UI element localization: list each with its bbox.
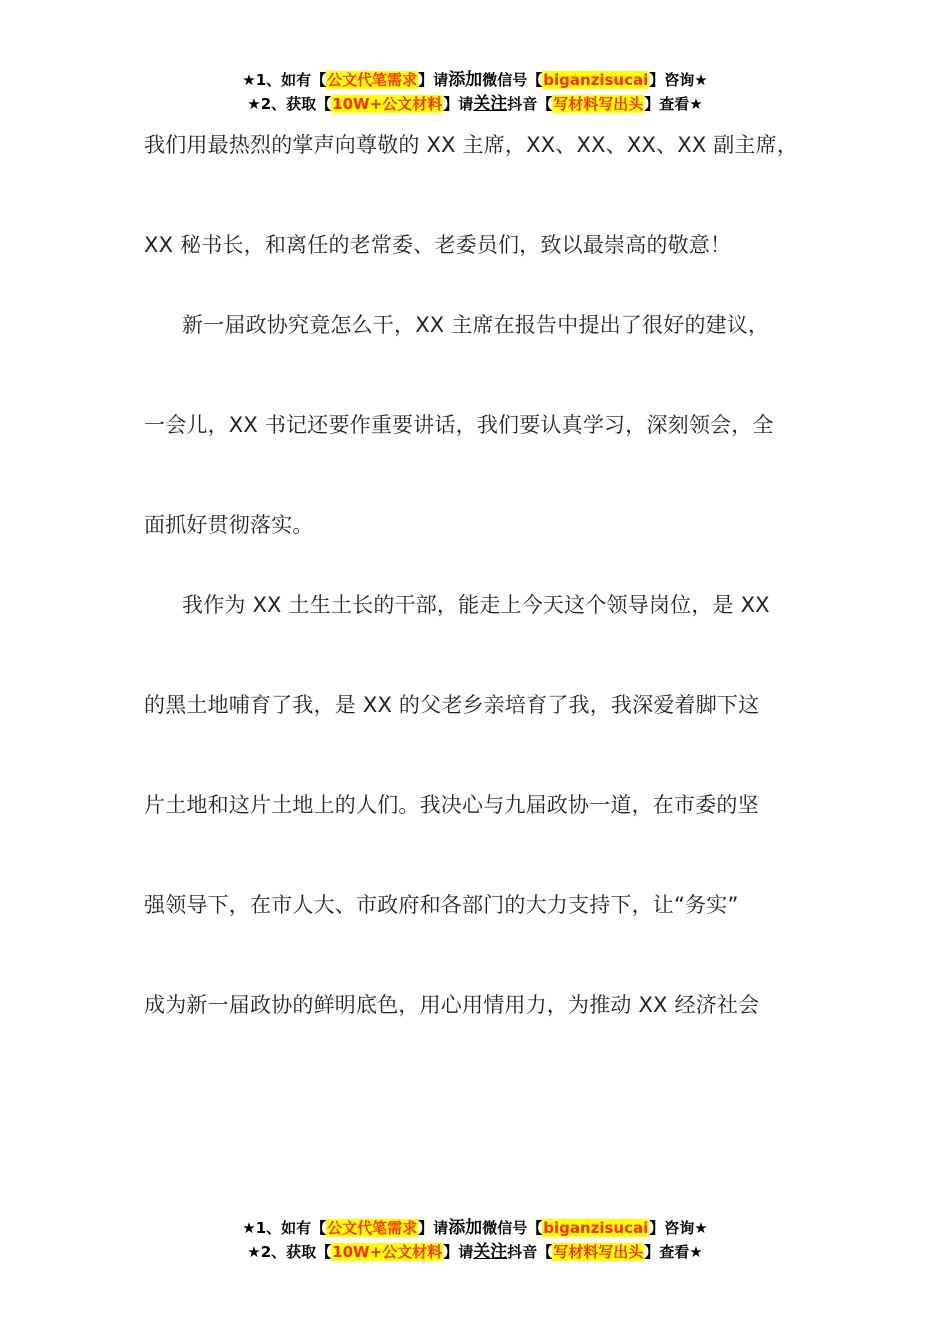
promo-text: 】请 — [418, 1219, 449, 1237]
document-body — [144, 124, 814, 1084]
promo-text: 】咨询★ — [649, 1219, 708, 1237]
promo-text: ★1、如有【 — [242, 1219, 327, 1237]
promo-text: ★2、获取【 — [247, 1243, 332, 1261]
promo-highlight: 10W+公文材料 — [332, 1243, 443, 1261]
promo-emphasis: 添加 — [448, 70, 483, 90]
promo-text: 】查看★ — [644, 1243, 703, 1261]
promo-highlight: 公文代笔需求 — [327, 1219, 418, 1237]
text-line: 的黑土地哺育了我，是 XX 的父老乡亲培育了我，我深爱着脚下这 — [144, 693, 760, 717]
promo-line-2 — [0, 1240, 950, 1264]
text-line: XX 秘书长，和离任的老常委、老委员们，致以最崇高的敬意！ — [144, 233, 732, 257]
text-line: 一会儿，XX 书记还要作重要讲话，我们要认真学习，深刻领会，全 — [144, 413, 774, 437]
promo-text: ★1、如有【 — [242, 71, 327, 89]
header-promo — [0, 68, 950, 116]
paragraph-start-line: 新一届政协究竟怎么干，XX 主席在报告中提出了很好的建议， — [182, 313, 770, 337]
promo-douyin-id: 写材料写出头 — [553, 1243, 644, 1261]
promo-text: 抖音【 — [507, 95, 553, 113]
promo-text: 】请 — [418, 71, 449, 89]
promo-line-1 — [0, 68, 950, 92]
promo-wechat-id: biganzisucai — [543, 71, 649, 89]
promo-highlight: 公文代笔需求 — [327, 71, 418, 89]
text-line: 强领导下，在市人大、市政府和各部门的大力支持下，让“务实” — [144, 893, 739, 917]
text-line: 片土地和这片土地上的人们。我决心与九届政协一道，在市委的坚 — [144, 793, 759, 817]
promo-text: 】请 — [443, 1243, 474, 1261]
promo-line-2 — [0, 92, 950, 116]
promo-wechat-id: biganzisucai — [543, 1219, 649, 1237]
promo-emphasis: 关注 — [473, 1242, 508, 1262]
text-line: 我们用最热烈的掌声向尊敬的 XX 主席，XX、XX、XX、XX 副主席， — [144, 133, 799, 157]
text-line: 成为新一届政协的鲜明底色，用心用情用力，为推动 XX 经济社会 — [144, 993, 760, 1017]
promo-text: 微信号【 — [482, 71, 543, 89]
promo-emphasis: 添加 — [448, 1218, 483, 1238]
promo-text: ★2、获取【 — [247, 95, 332, 113]
promo-emphasis: 关注 — [473, 94, 508, 114]
promo-text: 】咨询★ — [649, 71, 708, 89]
text-line: 面抓好贯彻落实。 — [144, 513, 314, 537]
promo-text: 】请 — [443, 95, 474, 113]
promo-text: 】查看★ — [644, 95, 703, 113]
promo-douyin-id: 写材料写出头 — [553, 95, 644, 113]
promo-text: 抖音【 — [507, 1243, 553, 1261]
footer-promo — [0, 1216, 950, 1264]
promo-text: 微信号【 — [482, 1219, 543, 1237]
paragraph-start-line: 我作为 XX 土生土长的干部，能走上今天这个领导岗位，是 XX — [182, 593, 770, 617]
promo-line-1 — [0, 1216, 950, 1240]
promo-highlight: 10W+公文材料 — [332, 95, 443, 113]
